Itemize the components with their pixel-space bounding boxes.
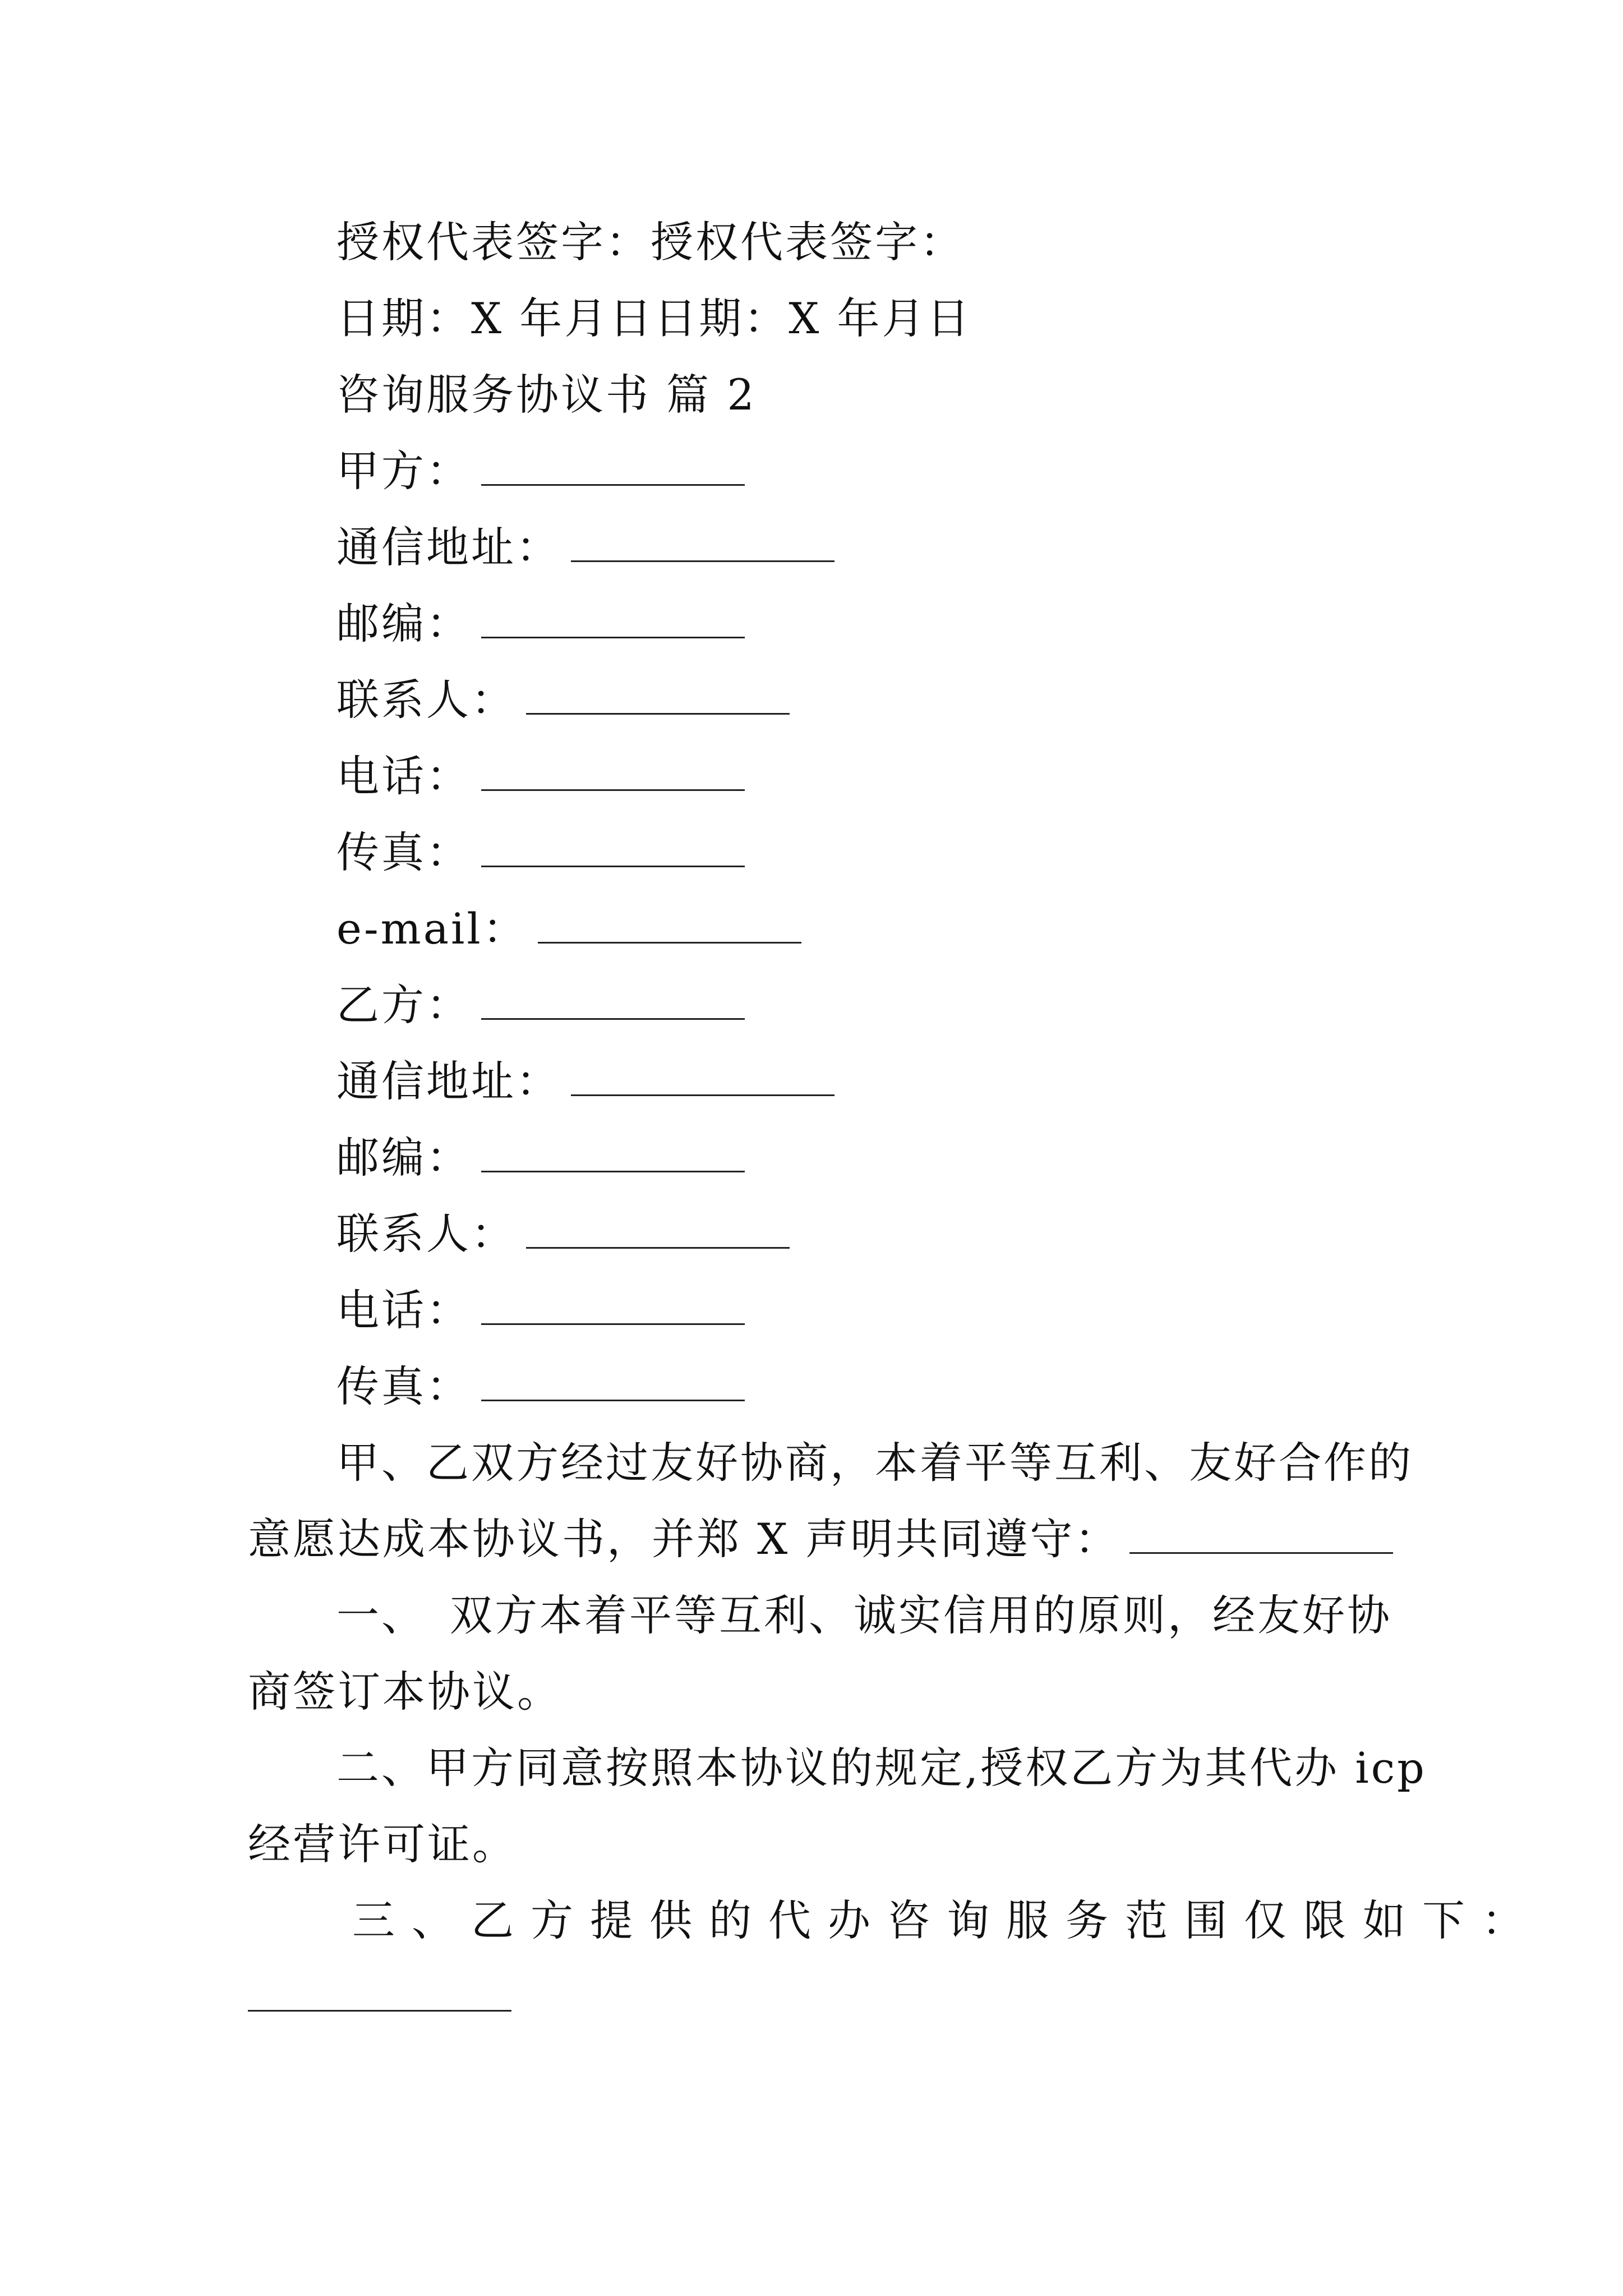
- party-b-contact-row: [336, 1206, 790, 1262]
- party-b-name-row: [336, 977, 745, 1033]
- party-a-postcode-label: 邮编：: [336, 599, 471, 648]
- party-b-phone-blank[interactable]: [481, 1284, 745, 1325]
- date-line: 日期：X 年月日日期：X 年月日: [336, 293, 972, 343]
- party-a-fax-blank[interactable]: [481, 826, 745, 867]
- party-b-phone-label: 电话：: [336, 1285, 471, 1335]
- party-b-postcode-label: 邮编：: [336, 1133, 471, 1182]
- party-b-postcode-blank[interactable]: [481, 1131, 745, 1172]
- party-a-email-label: e-mail：: [336, 904, 528, 954]
- party-b-contact-blank[interactable]: [526, 1208, 790, 1249]
- intro-line-2-row: [248, 1511, 1393, 1567]
- party-b-address-row: [336, 1053, 834, 1110]
- clause-2-line-2: 经营许可证。: [248, 1819, 517, 1869]
- party-a-address-label: 通信地址：: [336, 522, 561, 572]
- party-a-name-label: 甲方：: [336, 446, 471, 496]
- party-a-fax-label: 传真：: [336, 827, 471, 877]
- intro-line-2: 意愿达成本协议书，并郑 X 声明共同遵守：: [248, 1514, 1120, 1564]
- section-title: 咨询服务协议书 篇 2: [336, 370, 757, 420]
- party-a-address-blank[interactable]: [571, 521, 834, 562]
- clause-3-blank[interactable]: [248, 1971, 511, 2012]
- clause-2-line-1: 二、甲方同意按照本协议的规定,授权乙方为其代办 icp: [336, 1743, 1427, 1793]
- party-a-email-row: [336, 901, 801, 957]
- party-a-fax-row: [336, 825, 745, 881]
- party-a-postcode-blank[interactable]: [481, 597, 745, 638]
- intro-line-1: 甲、乙双方经过友好协商，本着平等互利、友好合作的: [336, 1438, 1413, 1488]
- party-a-phone-row: [336, 748, 745, 804]
- party-a-name-row: [336, 443, 745, 499]
- party-a-phone-label: 电话：: [336, 751, 471, 801]
- party-a-postcode-row: [336, 596, 745, 652]
- party-a-name-blank[interactable]: [481, 445, 745, 486]
- party-a-email-blank[interactable]: [538, 903, 801, 944]
- clause-1-line-1: 一、 双方本着平等互利、诚实信用的原则，经友好协: [336, 1590, 1392, 1640]
- party-a-address-row: [336, 519, 834, 576]
- party-a-contact-blank[interactable]: [526, 674, 790, 715]
- party-b-address-blank[interactable]: [571, 1055, 834, 1096]
- party-b-fax-label: 传真：: [336, 1361, 471, 1411]
- party-a-phone-blank[interactable]: [481, 750, 745, 791]
- party-b-fax-blank[interactable]: [481, 1360, 745, 1401]
- party-b-name-blank[interactable]: [481, 979, 745, 1020]
- party-b-fax-row: [336, 1359, 745, 1415]
- party-b-phone-row: [336, 1282, 745, 1338]
- party-a-contact-row: [336, 672, 790, 728]
- signature-line: 授权代表签字：授权代表签字：: [336, 217, 965, 267]
- clause-3-blank-row: [248, 1969, 511, 2025]
- party-b-name-label: 乙方：: [336, 980, 471, 1030]
- clause-3-line-1: 三、乙方提供的代办咨询服务范围仅限如下：: [352, 1895, 1541, 1945]
- intro-blank[interactable]: [1129, 1513, 1393, 1554]
- party-a-contact-label: 联系人：: [336, 675, 516, 725]
- party-b-address-label: 通信地址：: [336, 1056, 561, 1106]
- clause-1-line-2: 商签订本协议。: [248, 1667, 562, 1717]
- party-b-postcode-row: [336, 1130, 745, 1186]
- party-b-contact-label: 联系人：: [336, 1209, 516, 1259]
